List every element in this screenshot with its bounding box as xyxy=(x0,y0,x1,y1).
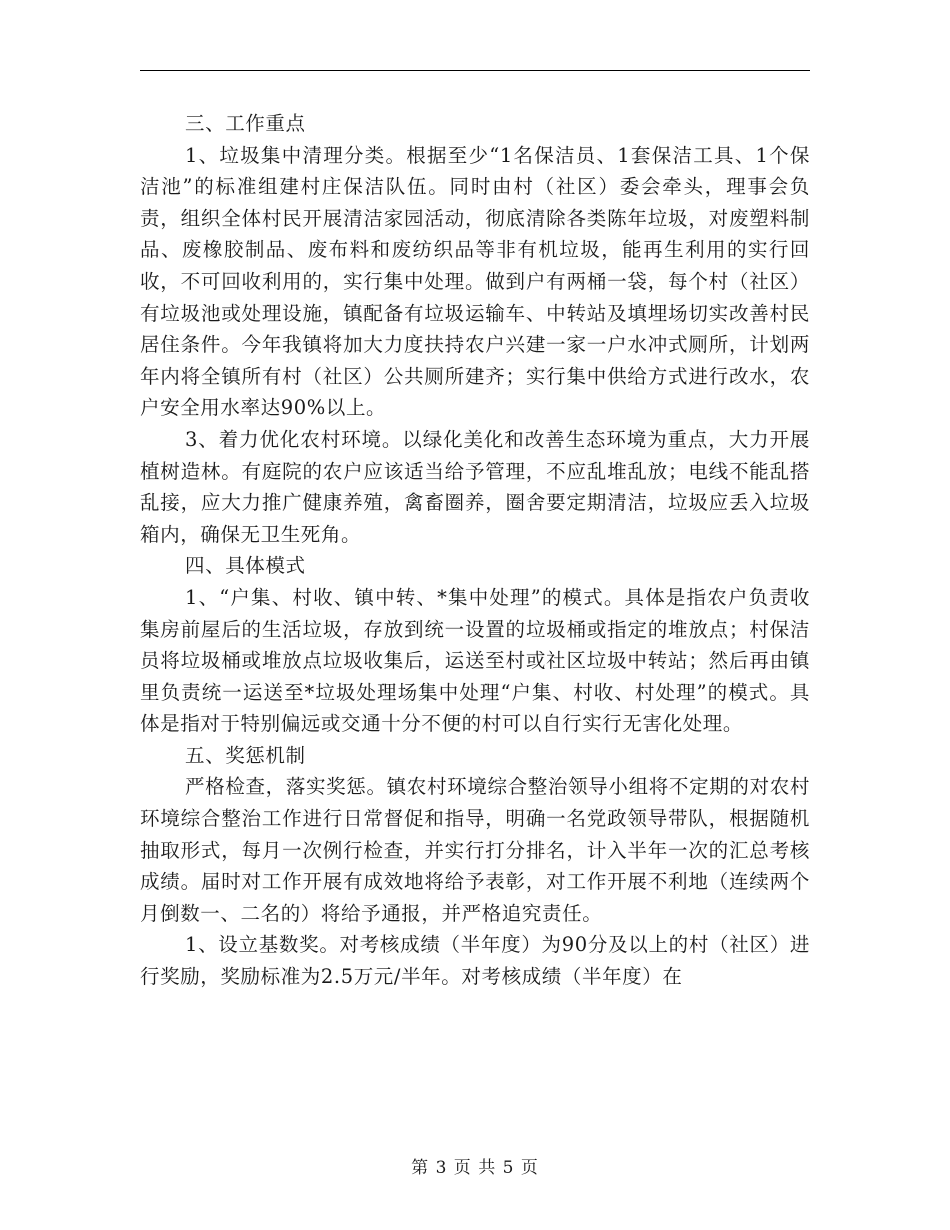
body-paragraph: 严格检查，落实奖惩。镇农村环境综合整治领导小组将不定期的对农村环境综合整治工作进行日常督促和指导，明确一名党政领导带队，根据随机抽取形式，每月一次例行检查，并实行打分排名，计入半年一次的汇总考核成绩。届时对工作开展有成效地将给予表彰，对工作开展不利地（连续两个月倒数一、二名的）将给予通报，并严格追究责任。 xyxy=(140,775,810,925)
section-heading: 三、工作重点 xyxy=(185,112,306,135)
body-paragraph: 1、“户集、村收、镇中转、*集中处理”的模式。具体是指农户负责收集房前屋后的生活垃圾，存放到统一设置的垃圾桶或指定的堆放点；村保洁员将垃圾桶或堆放点垃圾收集后，运送至村或社区垃圾中转站；然后再由镇里负责统一运送至*垃圾处理场集中处理“户集、村收、村处理”的模式。具体是指对于特别偏远或交通十分不便的村可以自行实行无害化处理。 xyxy=(140,585,810,736)
body-paragraph: 3、着力优化农村环境。以绿化美化和改善生态环境为重点，大力开展植树造林。有庭院的农户应该适当给予管理，不应乱堆乱放；电线不能乱搭乱接，应大力推广健康养殖，禽畜圈养，圈舍要定期清洁，垃圾应丢入垃圾箱内，确保无卫生死角。 xyxy=(140,427,810,546)
document-body xyxy=(140,108,810,993)
section-heading: 四、具体模式 xyxy=(185,554,306,578)
header-rule xyxy=(140,70,810,71)
page-footer: 第 3 页 共 5 页 xyxy=(411,1158,539,1178)
body-paragraph: 1、垃圾集中清理分类。根据至少“1名保洁员、1套保洁工具、1个保洁池”的标准组建村庄保洁队伍。同时由村（社区）委会牵头，理事会负责，组织全体村民开展清洁家园活动，彻底清除各类陈年垃圾，对废塑料制品、废橡胶制品、废布料和废纺织品等非有机垃圾，能再生利用的实行回收，不可回收利用的，实行集中处理。做到户有两桶一袋，每个村（社区）有垃圾池或处理设施，镇配备有垃圾运输车、中转站及填埋场切实改善村民居住条件。今年我镇将加大力度扶持农户兴建一家一户水冲式厕所，计划两年内将全镇所有村（社区）公共厕所建齐；实行集中供给方式进行改水，农户安全用水率达90%以上。 xyxy=(140,143,810,420)
body-paragraph: 1、设立基数奖。对考核成绩（半年度）为90分及以上的村（社区）进行奖励，奖励标准为2.5万元/半年。对考核成绩（半年度）在 xyxy=(140,933,810,989)
section-heading: 五、奖惩机制 xyxy=(185,743,306,767)
